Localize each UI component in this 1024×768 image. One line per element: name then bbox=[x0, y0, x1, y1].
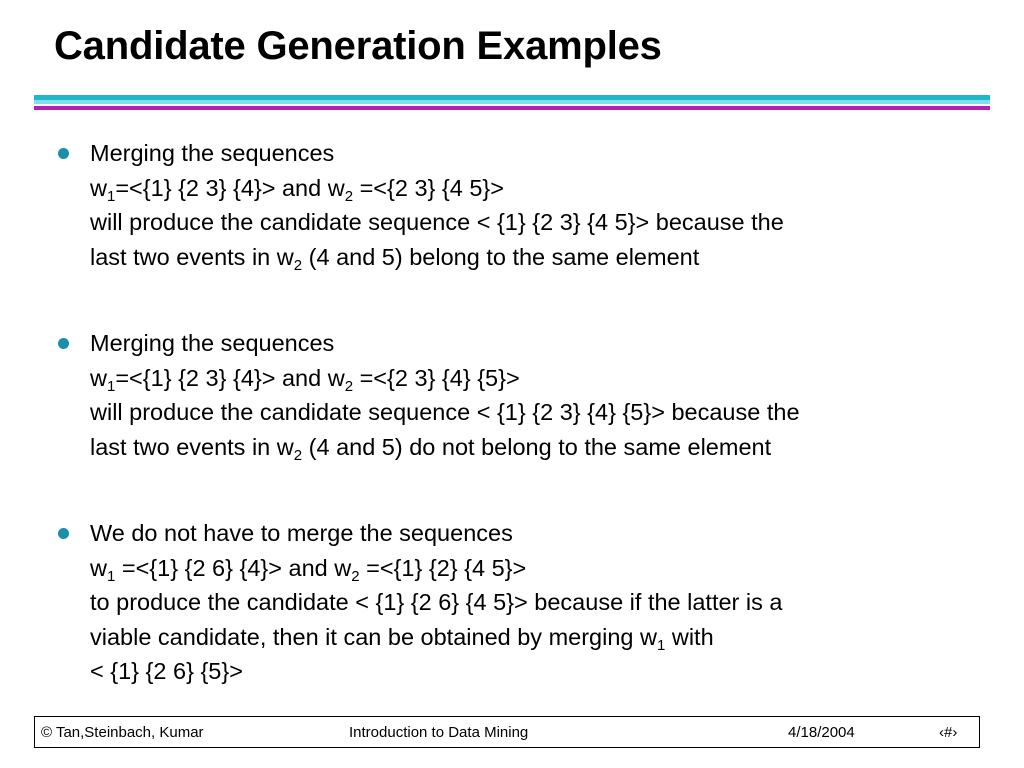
bullet-line: We do not have to merge the sequences bbox=[90, 520, 513, 546]
slide-title: Candidate Generation Examples bbox=[54, 24, 662, 68]
bullet-dot-icon bbox=[58, 528, 69, 539]
footer-course-title: Introduction to Data Mining bbox=[349, 724, 529, 741]
bullet-dot-icon bbox=[58, 338, 69, 349]
bullet-line: $w_1 =<\{1\}$ {2 6} {4}> and $w_2 =<\{1\}$ {2} {4 5}> bbox=[90, 554, 527, 585]
bullet-dot-icon bbox=[58, 148, 69, 159]
bullet-line: to produce the candidate < {1} {2 6} {4 5}> because if the latter is a bbox=[90, 589, 783, 615]
bullet-line: last two events in $w_2$ (4 and 5) belong to the same element bbox=[90, 243, 700, 274]
footer-date: 4/18/2004 bbox=[788, 724, 855, 741]
bullet-line: $w_1=<\{1\}$ {2 3} {4}> and $w_2 =<\{2$ 3} {4 5}> bbox=[90, 174, 505, 205]
bullet-line: last two events in $w_2$ (4 and 5) do not belong to the same element bbox=[90, 433, 772, 464]
bullet-line: Merging the sequences bbox=[90, 330, 335, 356]
title-divider-magenta bbox=[34, 106, 990, 110]
bullet-line: viable candidate, then it can be obtained by merging $w_1$ with bbox=[90, 623, 714, 654]
footer-page-number: ‹#› bbox=[939, 724, 958, 741]
footer-copyright: © Tan,Steinbach, Kumar bbox=[41, 724, 204, 741]
bullet-item-1 bbox=[58, 136, 988, 274]
bullet-list bbox=[58, 136, 988, 689]
bullet-item-3 bbox=[58, 516, 988, 689]
slide-footer bbox=[34, 716, 980, 748]
bullet-line: $w_1=<\{1\}$ {2 3} {4}> and $w_2 =<\{2$ 3} {4} {5}> bbox=[90, 364, 520, 395]
bullet-line: will produce the candidate sequence < {1} {2 3} {4 5}> because the bbox=[90, 209, 784, 235]
bullet-line: Merging the sequences bbox=[90, 140, 335, 166]
bullet-line: < {1} {2 6} {5}> bbox=[90, 658, 243, 684]
bullet-item-2 bbox=[58, 326, 988, 464]
title-divider-light-cyan bbox=[34, 100, 990, 104]
bullet-line: will produce the candidate sequence < {1} {2 3} {4} {5}> because the bbox=[90, 399, 800, 425]
